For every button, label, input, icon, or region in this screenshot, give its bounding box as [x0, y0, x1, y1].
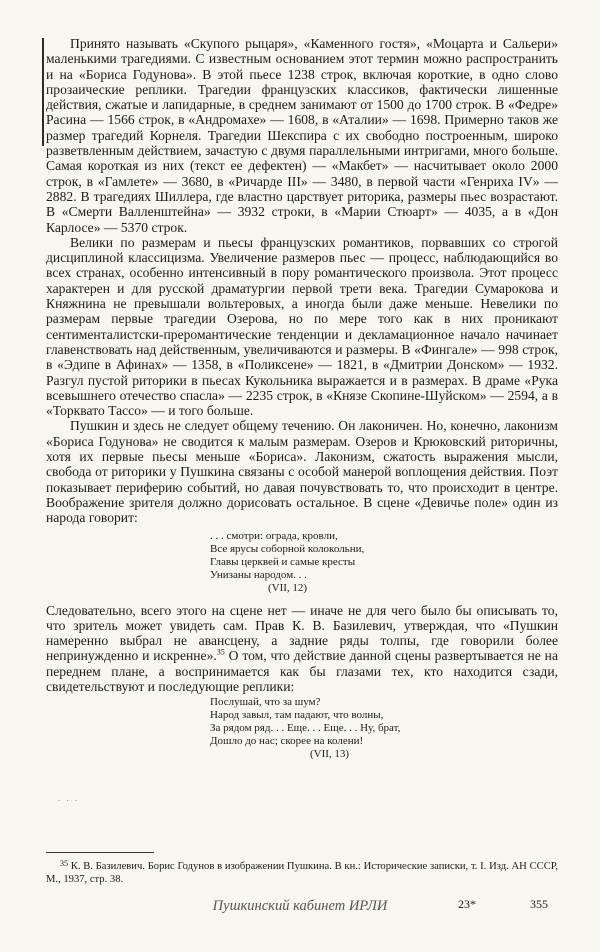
verse-line: За рядом ряд. . . Еще. . . Еще. . . Ну, брат,: [210, 722, 401, 735]
verse-line: Послушай, что за шум?: [210, 696, 321, 709]
verse-line: Все ярусы соборной колокольни,: [210, 542, 365, 555]
verse-line: . . . смотри: ограда, кровли,: [210, 529, 338, 542]
page-number: 355: [530, 897, 548, 911]
margin-vertical-mark: [42, 38, 44, 146]
footnote-rule: [46, 852, 154, 853]
paragraph-3: Пушкин и здесь не следует общему течению. Он лаконичен. Но, конечно, лаконизм «Бориса Годунова» не сводится к малым размерам. Озеров и Крюковский риторичны, хотя их первые пьесы меньше «Бориса». Лаконизм, сжатость выражения мысли, свобода от риторики у Пушкина связаны с особой манерой воплощения действия. Поэт показывает периферию событий, но давая почувствовать то, что происходит в центре. Воображение зрителя должно дорисовать остальное. В сцене «Девичье поле» один из народа говорит:: [46, 418, 558, 526]
margin-dots: . . .: [58, 793, 80, 803]
verse-quote-1: [210, 530, 558, 595]
paragraph-2: Велики по размерам и пьесы французских романтиков, порвавших со строгой дисциплиной классицизма. Увеличение размеров пьес — процесс, наблюдающийся во всех странах, особенно интенсивный в пору романтического произвола. Этот процесс характерен и для русской драматургии первой трети века. Трагедии Сумарокова и Княжнина не превышали вольтеровых, а иногда были даже меньше. Невелики по размерам первые трагедии Озерова, но по мере того как в них проникают сентименталистски-преромантические тенденции и декламационное начало начинает главенствовать над действенным, увеличиваются и размеры. В «Фингале» — 998 строк, в «Эдипе в Афинах» — 1358, в «Поликсене» — 1821, в «Дмитрии Донском» — 1932. Разгул пустой риторики в пьесах Кукольника выражается и в размерах. В драме «Рука всевышнего отечество спасла» — 2235 строк, в «Князе Скопине-Шуйском» — 2594, а в «Торквато Тассо» — и того больше.: [46, 234, 558, 419]
watermark: Пушкинский кабинет ИРЛИ: [212, 898, 388, 914]
paragraph-4-text: Следовательно, всего этого на сцене нет — иначе не для чего было бы описывать то, что зритель может увидеть сам. Прав К. В. Базилевич, утверждая, что «Пушкин намеренно выбрал не авансцену, а задние ряды толпы, где говорили более непринужденно и искренне».: [46, 602, 558, 664]
footnote: [46, 858, 558, 886]
verse-line: Народ завыл, там падают, что волны,: [210, 709, 384, 722]
footnote-reference[interactable]: 35: [216, 647, 225, 657]
footnote-text: К. В. Базилевич. Борис Годунов в изображении Пушкина. В кн.: Исторические записки, т. I. Изд. АН СССР, М., 1937, стр. 38.: [46, 861, 558, 885]
paragraph-4: [46, 603, 558, 695]
verse-reference: (VII, 12): [268, 581, 308, 594]
verse-reference: (VII, 13): [310, 748, 350, 761]
sheet-signature: 23*: [458, 897, 476, 911]
verse-quote-2: [210, 696, 558, 761]
verse-line: Главы церквей и самые кресты: [210, 555, 356, 568]
paragraph-1: Принято называть «Скупого рыцаря», «Каменного гостя», «Моцарта и Сальери» маленькими трагедиями. С известным основанием этот термин можно распространить и на «Бориса Годунова». В этой пьесе 1238 строк, включая короткие, в одно слово прозаические реплики. Трагедии французских классиков, фактически лишенные действия, сжатые и лапидарные, в среднем занимают от 1500 до 1700 строк. В «Федре» Расина — 1566 строк, в «Андромахе» — 1608, в «Аталии» — 1698. Примерно таков же размер трагедий Корнеля. Трагедии Шекспира с их свободно построенным, широко разветвленным действием, зачастую с двумя параллельными интригами, много больше. Самая короткая из них (текст ее дефектен) — «Макбет» — насчитывает около 2000 строк, в «Гамлете» — 3680, в «Ричарде III» — 3480, в первой части «Генриха IV» — 2882. В трагедиях Шиллера, где властно царствует риторика, размеры пьес возрастают. В «Смерти Валленштейна» — 3932 строки, в «Марии Стюарт» — 4035, а в «Дон Карлосе» — 5370 строк.: [46, 36, 558, 235]
verse-line: Унизаны народом. . .: [210, 568, 307, 581]
verse-line: Дошло до нас; скорее на колени!: [210, 735, 364, 748]
footnote-number: 35: [60, 859, 68, 868]
paragraph-4-text-cont: О том, что действие данной сцены развертывается не на переднем плане, а воспринимается как бы глазами тех, кто находится сзади, свидетельствуют и последующие реплики:: [46, 648, 558, 694]
text-column: [46, 36, 558, 761]
